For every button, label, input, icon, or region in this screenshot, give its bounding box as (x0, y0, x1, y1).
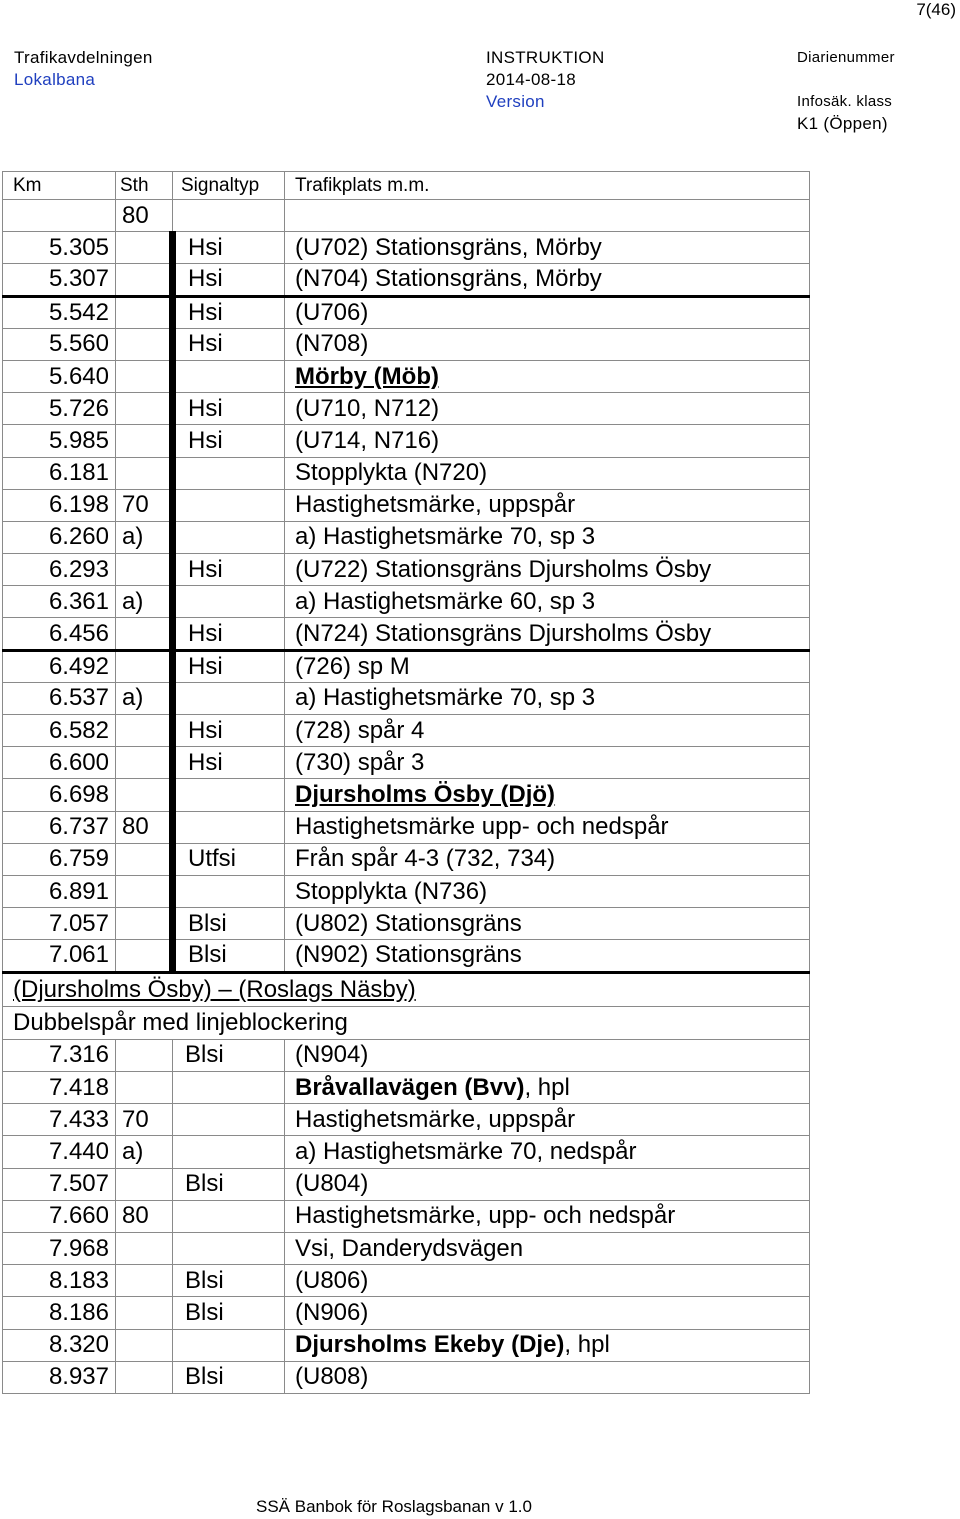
station-name: Mörby (Möb) (295, 362, 439, 390)
signaltyp-cell (173, 1329, 285, 1361)
signaltyp-cell: Hsi (173, 650, 285, 682)
table-row (3, 650, 810, 682)
trafikplats-text: a) Hastighetsmärke 60, sp 3 (295, 587, 596, 615)
table-row (3, 360, 810, 392)
signaltyp-cell (173, 521, 285, 553)
trafikplats-text: (U806) (295, 1266, 369, 1294)
sth-cell: 70 (116, 489, 173, 521)
table-row (3, 232, 810, 264)
signaltyp-cell: Hsi (173, 425, 285, 457)
signaltyp-cell: Blsi (173, 1297, 285, 1329)
trafikplats-text: Hastighetsmärke, uppspår (295, 1105, 576, 1133)
km-cell: 7.057 (3, 908, 116, 940)
sth-cell (116, 393, 173, 425)
table-row (3, 521, 810, 553)
sth-cell (116, 425, 173, 457)
sth-cell (116, 1361, 173, 1393)
signaltyp-cell (173, 1072, 285, 1104)
trafikplats-cell (285, 586, 810, 618)
sth-cell (116, 296, 173, 328)
km-cell: 8.937 (3, 1361, 116, 1393)
km-cell: 5.640 (3, 360, 116, 392)
table-row (3, 940, 810, 972)
sth-cell: a) (116, 586, 173, 618)
station-name: Djursholms Ekeby (Dje) (295, 1331, 565, 1359)
sth-cell (116, 715, 173, 747)
sth-cell (116, 457, 173, 489)
table-row (3, 843, 810, 875)
km-cell: 5.560 (3, 328, 116, 360)
section-subtitle-cell (3, 1006, 810, 1039)
km-cell: 7.316 (3, 1039, 116, 1071)
sth-cell: a) (116, 521, 173, 553)
trafikplats-text: Stopplykta (N736) (295, 877, 488, 905)
trafikplats-text: a) Hastighetsmärke 70, sp 3 (295, 684, 596, 712)
sth-cell (116, 747, 173, 779)
trafikplats-cell (285, 1072, 810, 1104)
trafikplats-cell (285, 1265, 810, 1297)
signaltyp-cell: Hsi (173, 328, 285, 360)
sth-cell (116, 1297, 173, 1329)
signaltyp-cell: Blsi (173, 908, 285, 940)
table-row (3, 1039, 810, 1071)
signaltyp-cell: Hsi (173, 715, 285, 747)
km-cell: 6.456 (3, 618, 116, 650)
table-row (3, 1200, 810, 1232)
km-cell: 8.183 (3, 1265, 116, 1297)
trafikplats-text: (U706) (295, 298, 369, 326)
table-header-row (3, 172, 810, 200)
km-cell: 5.542 (3, 296, 116, 328)
signaltyp-cell (173, 1104, 285, 1136)
signaltyp-cell: Utfsi (173, 843, 285, 875)
km-cell: 5.726 (3, 393, 116, 425)
sth-cell (116, 1329, 173, 1361)
station-name: Djursholms Ösby (Djö) (295, 780, 556, 808)
table-row (3, 618, 810, 650)
trafikplats-text: a) Hastighetsmärke 70, sp 3 (295, 523, 596, 551)
signaltyp-cell (173, 1200, 285, 1232)
table-row (3, 586, 810, 618)
km-cell: 6.698 (3, 779, 116, 811)
trafikplats-text: Hastighetsmärke, uppspår (295, 491, 576, 519)
km-cell: 5.305 (3, 232, 116, 264)
trafikplats-text: Hastighetsmärke upp- och nedspår (295, 813, 669, 841)
sth-cell (116, 779, 173, 811)
signaltyp-cell (173, 1233, 285, 1265)
section-subtitle: Dubbelspår med linjeblockering (13, 1008, 348, 1036)
km-cell: 6.582 (3, 715, 116, 747)
signaltyp-cell (173, 682, 285, 714)
sth-cell (116, 360, 173, 392)
table-row (3, 747, 810, 779)
trafikplats-text: (N902) Stationsgräns (295, 941, 522, 969)
km-cell: 6.181 (3, 457, 116, 489)
signaltyp-cell: Hsi (173, 296, 285, 328)
trafikplats-cell (285, 747, 810, 779)
trafikplats-text: (U710, N712) (295, 394, 440, 422)
trafikplats-cell (285, 908, 810, 940)
trafikplats-text: (N904) (295, 1041, 369, 1069)
table-row (3, 200, 810, 232)
trafikplats-cell (285, 715, 810, 747)
column-header-km: Km (3, 172, 116, 200)
km-cell: 6.600 (3, 747, 116, 779)
header-version-label: Version (486, 92, 545, 111)
trafikplats-cell (285, 554, 810, 586)
trafikplats-cell (285, 682, 810, 714)
km-cell: 8.320 (3, 1329, 116, 1361)
sth-cell (116, 1072, 173, 1104)
km-cell: 7.660 (3, 1200, 116, 1232)
trafikplats-text: a) Hastighetsmärke 70, nedspår (295, 1138, 637, 1166)
trafikplats-cell (285, 328, 810, 360)
table-row (3, 296, 810, 328)
header-org: Trafikavdelningen (14, 48, 153, 67)
trafikplats-cell (285, 1039, 810, 1071)
column-header-signaltyp: Signaltyp (173, 172, 285, 200)
trafikplats-text: (U802) Stationsgräns (295, 909, 522, 937)
trafikplats-cell (285, 1136, 810, 1168)
table-row (3, 779, 810, 811)
table-row (3, 1168, 810, 1200)
table-row (3, 1104, 810, 1136)
section-row (3, 972, 810, 1006)
trafikplats-cell (285, 264, 810, 296)
table-row (3, 393, 810, 425)
sth-cell (116, 843, 173, 875)
table-row (3, 875, 810, 907)
trafikplats-cell (285, 232, 810, 264)
column-header-trafikplats: Trafikplats m.m. (285, 172, 810, 200)
sth-cell: 80 (116, 200, 173, 232)
km-cell: 6.198 (3, 489, 116, 521)
km-cell: 7.968 (3, 1233, 116, 1265)
sth-cell (116, 1039, 173, 1071)
signaltyp-cell: Hsi (173, 554, 285, 586)
sth-cell (116, 328, 173, 360)
trafikplats-cell (285, 489, 810, 521)
column-header-sth: Sth (116, 172, 173, 200)
section-row (3, 1006, 810, 1039)
signaltyp-cell (173, 1136, 285, 1168)
signaltyp-cell: Hsi (173, 264, 285, 296)
trafikplats-cell (285, 940, 810, 972)
trafikplats-cell (285, 811, 810, 843)
table-row (3, 1297, 810, 1329)
sth-cell (116, 554, 173, 586)
signaltyp-cell: Blsi (173, 940, 285, 972)
signaltyp-cell: Hsi (173, 618, 285, 650)
signaltyp-cell (173, 489, 285, 521)
table-row (3, 489, 810, 521)
table-row (3, 1265, 810, 1297)
trafikplats-text: Hastighetsmärke, upp- och nedspår (295, 1202, 676, 1230)
km-cell: 7.061 (3, 940, 116, 972)
sth-cell (116, 940, 173, 972)
signaltyp-cell: Hsi (173, 232, 285, 264)
header-doc-type: INSTRUKTION (486, 48, 605, 67)
trafikplats-cell (285, 393, 810, 425)
sth-cell (116, 908, 173, 940)
km-cell: 6.293 (3, 554, 116, 586)
header-reg-label: Diarienummer (797, 49, 895, 66)
sth-cell (116, 232, 173, 264)
header-left (14, 47, 153, 91)
km-cell: 6.737 (3, 811, 116, 843)
table-row (3, 811, 810, 843)
sth-cell (116, 1233, 173, 1265)
sth-cell (116, 1168, 173, 1200)
signaltyp-cell (173, 457, 285, 489)
signaltyp-cell (173, 811, 285, 843)
sth-cell (116, 1265, 173, 1297)
table-row (3, 1072, 810, 1104)
sth-cell (116, 264, 173, 296)
table-row (3, 1233, 810, 1265)
trafikplats-text: (726) sp M (295, 652, 410, 680)
table-row (3, 264, 810, 296)
trafikplats-text: Vsi, Danderydsvägen (295, 1234, 524, 1262)
trafikplats-cell (285, 1168, 810, 1200)
sth-cell: a) (116, 1136, 173, 1168)
signaltyp-cell (173, 779, 285, 811)
signaltyp-cell (173, 200, 285, 232)
trafikplats-text: Stopplykta (N720) (295, 459, 488, 487)
header-date: 2014-08-18 (486, 70, 576, 89)
table-row (3, 908, 810, 940)
sth-cell: 80 (116, 1200, 173, 1232)
km-cell: 6.492 (3, 650, 116, 682)
footer: SSÄ Banbok för Roslagsbanan v 1.0 (256, 1497, 532, 1516)
trafikplats-text: (730) spår 3 (295, 748, 425, 776)
signaltyp-cell: Blsi (173, 1039, 285, 1071)
trafikplats-cell (285, 843, 810, 875)
trafikplats-text: (U804) (295, 1170, 369, 1198)
header-middle (486, 47, 605, 113)
section-title: (Djursholms Ösby) – (Roslags Näsby) (13, 975, 416, 1003)
km-cell: 7.418 (3, 1072, 116, 1104)
trafikplats-cell (285, 1233, 810, 1265)
trafikplats-cell (285, 1297, 810, 1329)
km-cell: 6.361 (3, 586, 116, 618)
trafikplats-cell (285, 618, 810, 650)
signaltyp-cell: Blsi (173, 1361, 285, 1393)
trafikplats-cell (285, 650, 810, 682)
signaltyp-cell: Hsi (173, 393, 285, 425)
signaltyp-cell (173, 875, 285, 907)
trafikplats-text: (U808) (295, 1363, 369, 1391)
table-row (3, 682, 810, 714)
trafikplats-text: (N704) Stationsgräns, Mörby (295, 265, 602, 293)
km-cell: 5.307 (3, 264, 116, 296)
trafikplats-cell (285, 875, 810, 907)
trafikplats-cell (285, 1329, 810, 1361)
trafikplats-cell (285, 1200, 810, 1232)
km-cell: 7.440 (3, 1136, 116, 1168)
trafikplats-cell (285, 779, 810, 811)
trafikplats-cell (285, 457, 810, 489)
trafikplats-text: Från spår 4-3 (732, 734) (295, 845, 556, 873)
km-cell: 8.186 (3, 1297, 116, 1329)
page-number: 7(46) (916, 0, 956, 19)
signaltyp-cell: Blsi (173, 1265, 285, 1297)
section-title-cell (3, 972, 810, 1006)
signaltyp-cell (173, 586, 285, 618)
sth-cell: 70 (116, 1104, 173, 1136)
km-cell: 6.759 (3, 843, 116, 875)
km-cell: 7.507 (3, 1168, 116, 1200)
station-name: Bråvallavägen (Bvv) (295, 1073, 525, 1101)
km-cell: 5.985 (3, 425, 116, 457)
sth-cell (116, 650, 173, 682)
signaltyp-cell: Hsi (173, 747, 285, 779)
header-class-value: K1 (Öppen) (797, 114, 888, 133)
trafikplats-cell (285, 521, 810, 553)
table-row (3, 1136, 810, 1168)
table-row (3, 1329, 810, 1361)
sth-cell (116, 875, 173, 907)
table-row (3, 328, 810, 360)
table-row (3, 554, 810, 586)
trafikplats-cell (285, 425, 810, 457)
table-row (3, 1361, 810, 1393)
trafikplats-text: (728) spår 4 (295, 716, 425, 744)
trafikplats-text: (U702) Stationsgräns, Mörby (295, 233, 602, 261)
header-class-label: Infosäk. klass (797, 93, 893, 110)
header-right (797, 47, 895, 135)
trafikplats-cell (285, 360, 810, 392)
km-cell: 7.433 (3, 1104, 116, 1136)
trafikplats-text: , hpl (524, 1073, 570, 1101)
signaltyp-cell: Blsi (173, 1168, 285, 1200)
trafikplats-text: (N724) Stationsgräns Djursholms Ösby (295, 619, 712, 647)
sth-cell: 80 (116, 811, 173, 843)
km-cell (3, 200, 116, 232)
trafikplats-text: (N708) (295, 330, 369, 358)
header-dept: Lokalbana (14, 70, 96, 89)
trafikplats-text: , hpl (564, 1331, 610, 1359)
sth-cell (116, 618, 173, 650)
signal-table (2, 171, 810, 1394)
table-row (3, 457, 810, 489)
table-row (3, 715, 810, 747)
trafikplats-text: (N906) (295, 1298, 369, 1326)
signaltyp-cell (173, 360, 285, 392)
trafikplats-cell (285, 1361, 810, 1393)
trafikplats-cell (285, 200, 810, 232)
km-cell: 6.537 (3, 682, 116, 714)
table-row (3, 425, 810, 457)
km-cell: 6.891 (3, 875, 116, 907)
trafikplats-text: (U714, N716) (295, 426, 440, 454)
sth-cell: a) (116, 682, 173, 714)
trafikplats-cell (285, 1104, 810, 1136)
trafikplats-cell (285, 296, 810, 328)
km-cell: 6.260 (3, 521, 116, 553)
trafikplats-text: (U722) Stationsgräns Djursholms Ösby (295, 555, 712, 583)
